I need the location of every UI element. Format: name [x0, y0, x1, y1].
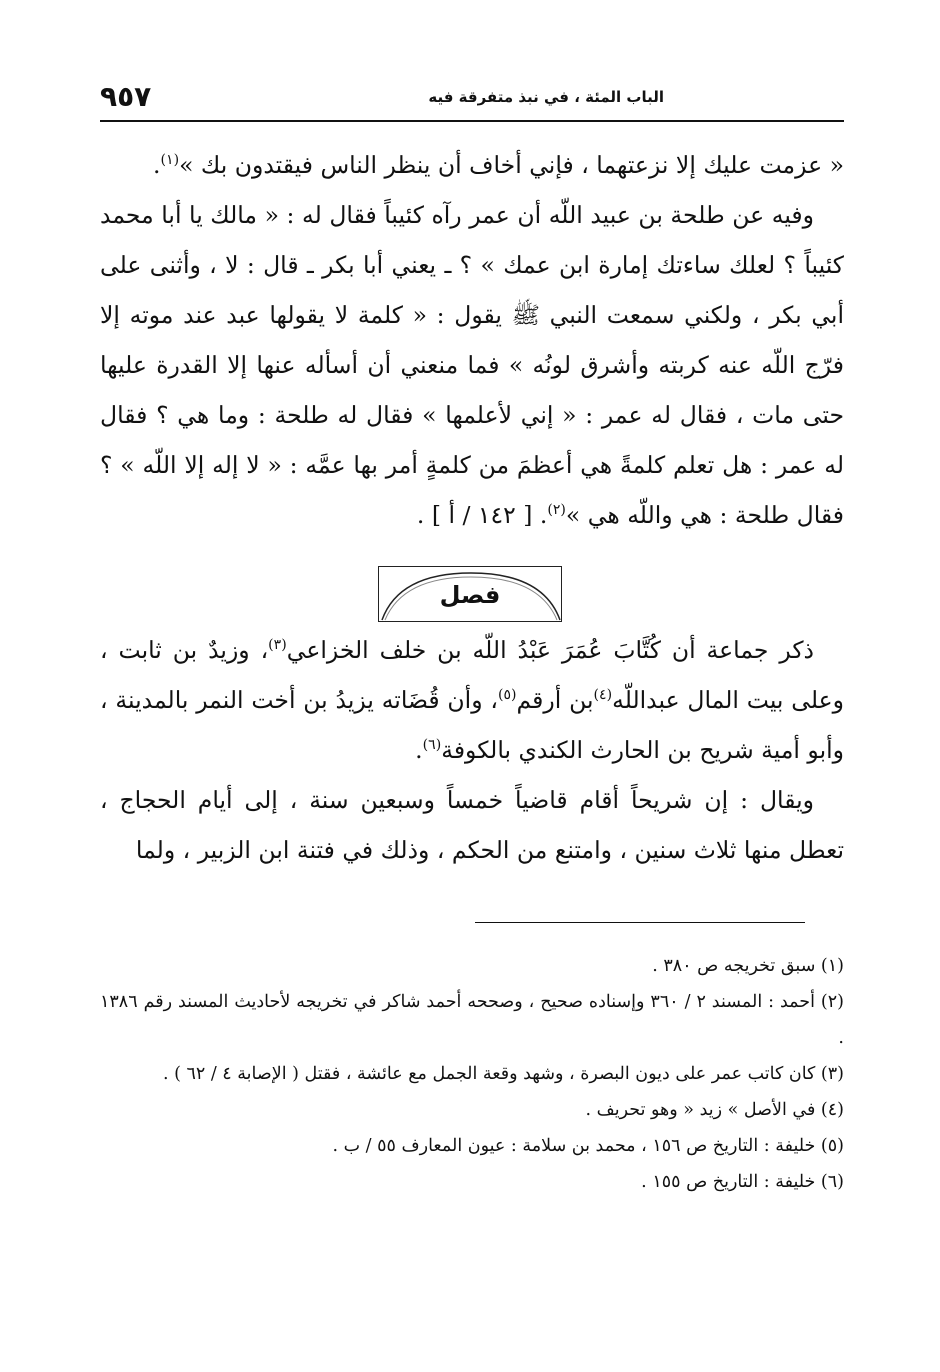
footnote-1: (١) سبق تخريجه ص ٣٨٠ . [652, 956, 844, 976]
footnote-ref-6: (٦) [422, 737, 442, 754]
paragraph-2-tail: . [ ١٤٢ / أ ] . [416, 501, 548, 529]
footnote-2: (٢) أحمد : المسند ٢ / ٣٦٠ وإسناده صحيح ، وصححه أحمد شاكر في تخريجه لأحاديث المسند رقم ١٣٨٦ . [100, 992, 844, 1048]
footnote-ref-3: (٣) [268, 637, 287, 654]
section-title: فصل [439, 581, 501, 609]
chapter-title: الباب المئة ، في نبذ متفرقة فيه [428, 88, 664, 106]
footnote-4: (٤) في الأصل » زيد « وهو تحريف . [585, 1100, 844, 1120]
paragraph-4: ويقال : إن شريحاً أقام قاضياً خمساً وسبعين سنة ، إلى أيام الحجاج ، تعطل منها ثلاث سنين ، وامتنع من الحكم ، وذلك في فتنة ابن الزبير ، ولما [100, 786, 844, 864]
page-number: ٩٥٧ [100, 80, 152, 113]
running-header [100, 80, 844, 122]
footnote-ref-1: (١) [160, 152, 180, 169]
footnote-ref-5: (٥) [497, 687, 517, 704]
footnote-separator [475, 922, 805, 923]
footnote-3: (٣) كان كاتب عمر على ديون البصرة ، وشهد وقعة الجمل مع عائشة ، فقتل ( الإصابة ٤ / ٦٢ ) . [162, 1064, 844, 1084]
footnote-6: (٦) خليفة : التاريخ ص ١٥٥ . [641, 1172, 844, 1192]
paragraph-3-part-c: بن أرقم [516, 686, 594, 714]
paragraph-3-part-b: ، وزيدٌ بن ثابت ، وعلى بيت المال عبداللّه [100, 636, 844, 714]
paragraph-2 [100, 190, 844, 540]
section-heading-frame [378, 566, 562, 622]
paragraph-3-part-e: . [415, 736, 423, 764]
paragraph-1: « عزمت عليك إلا نزعتهما ، فإني أخاف أن ينظر الناس فيقتدون بك »$^{(١)}$. [153, 151, 844, 179]
footnote-ref-4: (٤) [593, 687, 613, 704]
paragraph-3-part-d: ، وأن قُضَاته يزيدُ بن أخت النمر بالمدينة ، وأبو أمية شريح بن الحارث الكندي بالكوفة [100, 686, 844, 764]
paragraph-3-part-a: ذكر جماعة أن كُتَّابَ عُمَرَ عَبْدُ اللّه بن خلف الخزاعي [286, 636, 814, 664]
paragraph-2-text: وفيه عن طلحة بن عبيد اللّه أن عمر رآه كئيباً فقال له : « مالك يا أبا محمد كئيباً ؟ لعلك ساءتك إمارة ابن عمك » ؟ ـ يعني أبا بكر ـ قال : لا ، وأثنى على أبي بكر ، ولكني سمعت النبي ﷺ يقول : « كلمة لا يقولها عبد عند موته إلا فرّج اللّه عنه كربته وأشرق لونُه » فما منعني أن أسأله عنها إلا القدرة عليها حتى مات ، فقال له عمر : « إني لأعلمها » فقال له طلحة : وما هي ؟ فقال له عمر : هل تعلم كلمةً هي أعظمَ من كلمةٍ أمر بها عمَّه : « لا إله إلا اللّه » ؟ فقال طلحة : هي واللّه هي » [100, 201, 844, 529]
footnote-5: (٥) خليفة : التاريخ ص ١٥٦ ، محمد بن سلامة : عيون المعارف ٥٥ / ب . [332, 1136, 844, 1156]
paragraph-3 [100, 625, 844, 775]
main-text-lower [100, 625, 844, 875]
main-text-upper [100, 140, 844, 540]
footnotes [100, 948, 844, 1200]
footnote-ref-2: (٢) [547, 502, 566, 519]
paragraph-1-text: « عزمت عليك إلا نزعتهما ، فإني أخاف أن ينظر الناس فيقتدون بك » [179, 151, 844, 179]
